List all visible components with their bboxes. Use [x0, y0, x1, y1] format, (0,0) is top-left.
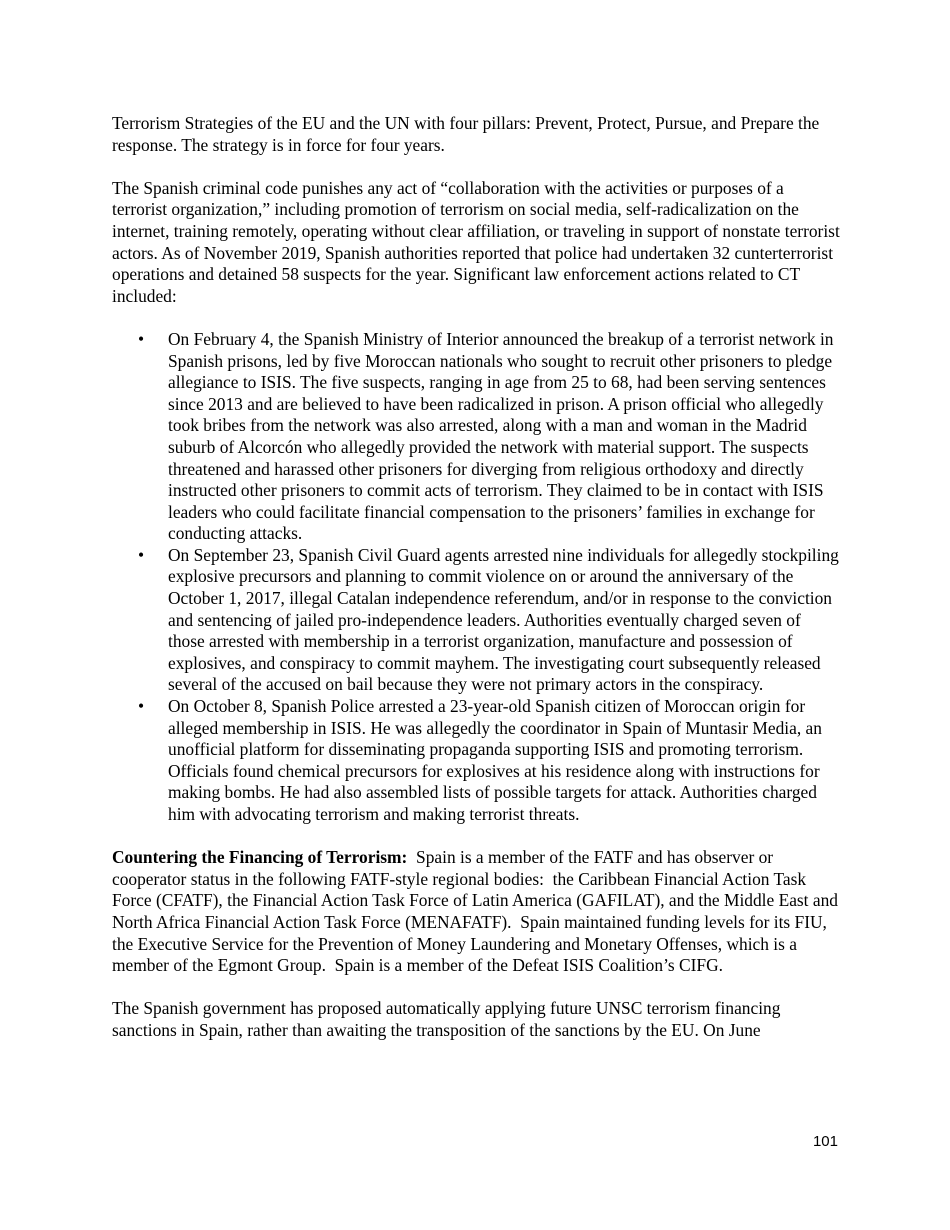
- cft-paragraph: [112, 847, 843, 977]
- page-body: [112, 113, 843, 1063]
- unsc-paragraph: The Spanish government has proposed automatically applying future UNSC terrorism financing sanctions in Spain, rather than awaiting the transposition of the sanctions by the EU. On June: [112, 998, 781, 1040]
- list-item: [112, 329, 840, 545]
- list-item-text: On February 4, the Spanish Ministry of Interior announced the breakup of a terrorist network in Spanish prisons, led by five Moroccan nationals who sought to recruit other prisoners to pledge allegiance to ISIS. The five suspects, ranging in age from 25 to 68, had been serving sentences since 2013 and are believed to have been radicalized in prison. A prison official who allegedly took bribes from the network was also arrested, along with a man and woman in the Madrid suburb of Alcorcón who allegedly provided the network with material support. The suspects threatened and harassed other prisoners for diverging from religious orthodoxy and directly instructed other prisoners to commit acts of terrorism. They claimed to be in contact with ISIS leaders who could facilitate financial compensation to the prisoners’ families in exchange for conducting attacks.: [168, 328, 834, 544]
- page-number: 101: [812, 1133, 838, 1150]
- intro-paragraph: Terrorism Strategies of the EU and the UN with four pillars: Prevent, Protect, Pursue, and Prepare the response. The strategy is in force for four years.: [112, 113, 820, 155]
- list-item-text: On October 8, Spanish Police arrested a 23-year-old Spanish citizen of Moroccan origin for alleged membership in ISIS. He was allegedly the coordinator in Spain of Muntasir Media, an unofficial platform for disseminating propaganda supporting ISIS and promoting terrorism. Officials found chemical precursors for explosives at his residence along with instructions for making bombs. He had also assembled lists of possible targets for attack. Authorities charged him with advocating terrorism and making terrorist threats.: [168, 696, 822, 824]
- list-item-text: On September 23, Spanish Civil Guard agents arrested nine individuals for allegedly stockpiling explosive precursors and planning to commit violence on or around the anniversary of the October 1, 2017, illegal Catalan independence referendum, and/or in response to the conviction and sentencing of jailed pro-independence leaders. Authorities eventually charged seven of those arrested with membership in a terrorist organization, manufacture and possession of explosives, and conspiracy to commit mayhem. The investigating court subsequently released several of the accused on bail because they were not primary actors in the conspiracy.: [168, 544, 839, 695]
- cft-heading: Countering the Financing of Terrorism:: [112, 847, 408, 868]
- bullet-icon: •: [138, 696, 145, 717]
- ct-actions-list: [112, 329, 840, 826]
- cft-body: Spain is a member of the FATF and has observer or cooperator status in the following FATF-style regional bodies: the Caribbean Financial Action Task Force (CFATF), the Financial Action Task Force of Latin America (GAFILAT), and the Middle East and North Africa Financial Action Task Force (MENAFATF). Spain maintained funding levels for its FIU, the Executive Service for the Prevention of Money Laundering and Monetary Offenses, which is a member of the Egmont Group. Spain is a member of the Defeat ISIS Coalition’s CIFG.: [112, 847, 843, 976]
- list-item: [112, 545, 840, 696]
- bullet-icon: •: [138, 328, 145, 349]
- bullet-icon: •: [138, 544, 145, 565]
- list-item: [112, 696, 840, 826]
- criminal-code-paragraph: The Spanish criminal code punishes any act of “collaboration with the activities or purposes of a terrorist organization,” including promotion of terrorism on social media, self-radicalization on the internet, training remotely, operating without clear affiliation, or traveling in support of nonstate terrorist actors. As of November 2019, Spanish authorities reported that police had undertaken 32 cunterterrorist operations and detained 58 suspects for the year. Significant law enforcement actions related to CT included:: [112, 177, 840, 306]
